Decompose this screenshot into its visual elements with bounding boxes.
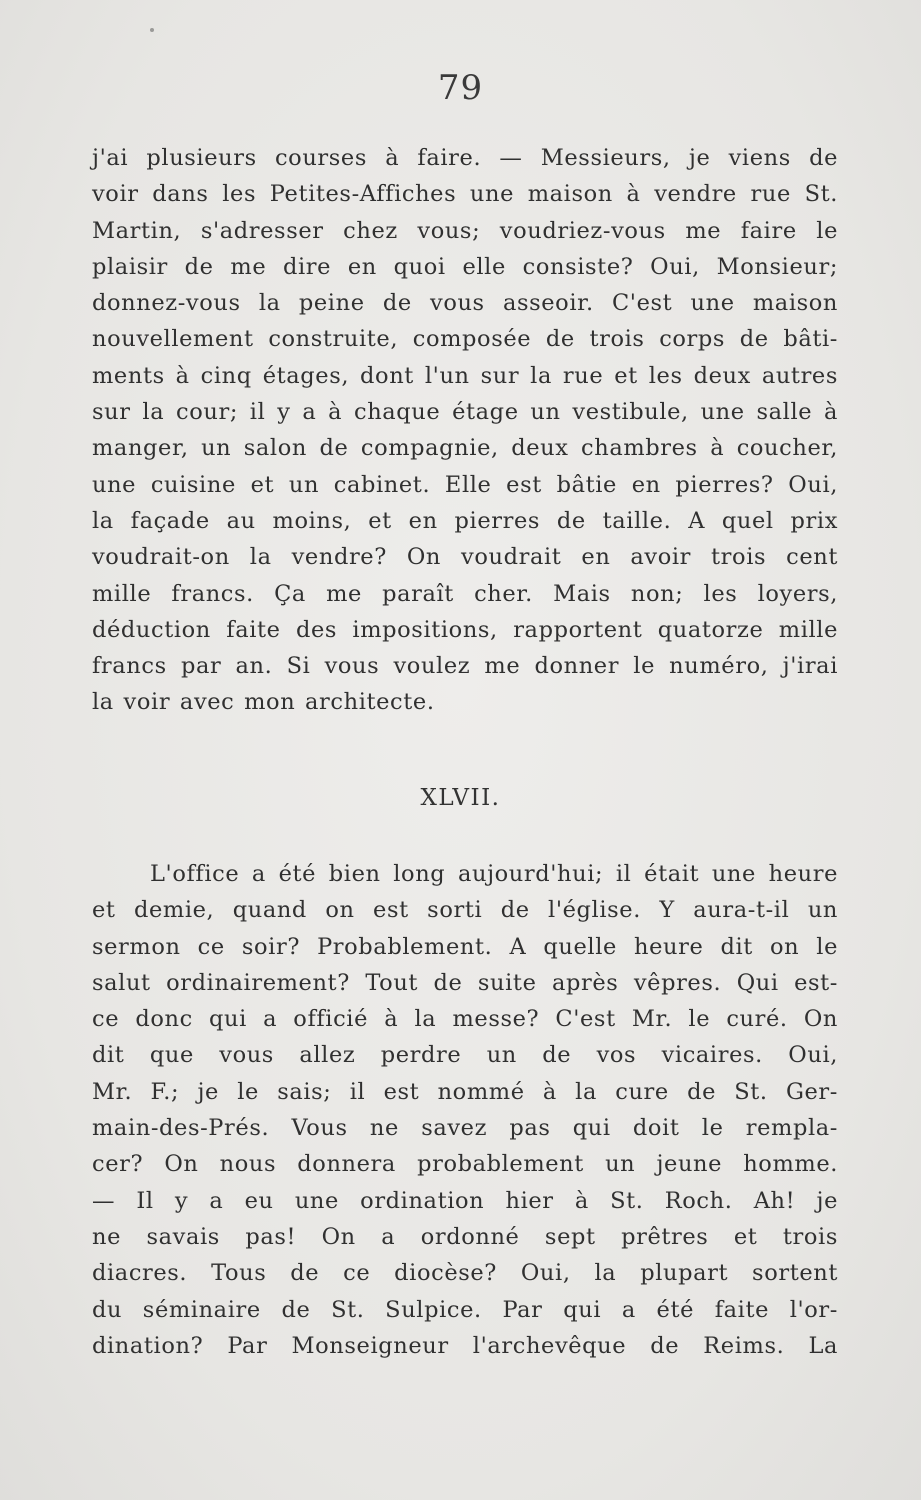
text-line: manger, un salon de compagnie, deux chambres à coucher, xyxy=(92,435,838,462)
text-line: nouvellement construite, composée de trois corps de bâti- xyxy=(92,326,838,353)
text-line: ments à cinq étages, dont l'un sur la rue et les deux autres xyxy=(92,362,838,389)
text-line: du séminaire de St. Sulpice. Par qui a été faite l'or- xyxy=(92,1296,838,1323)
text-line: plaisir de me dire en quoi elle consiste? Oui, Monsieur; xyxy=(92,253,838,280)
text-line: la façade au moins, et en pierres de taille. A quel prix xyxy=(92,507,838,534)
page-number: 79 xyxy=(437,68,484,108)
text-line: sermon ce soir? Probablement. A quelle heure dit on le xyxy=(92,933,838,960)
text-line: dit que vous allez perdre un de vos vicaires. Oui, xyxy=(92,1042,838,1069)
text-line: déduction faite des impositions, rapportent quatorze mille xyxy=(92,616,838,643)
text-line: j'ai plusieurs courses à faire. — Messieurs, je viens de xyxy=(92,145,838,171)
text-line: diacres. Tous de ce diocèse? Oui, la plupart sortent xyxy=(92,1260,838,1287)
text-line: ce donc qui a officié à la messe? C'est Mr. le curé. On xyxy=(92,1006,838,1033)
text-line: la voir avec mon architecte. xyxy=(92,689,435,716)
text-line: sur la cour; il y a à chaque étage un vestibule, une salle à xyxy=(92,399,838,426)
text-line: dination? Par Monseigneur l'archevêque de Reims. La xyxy=(92,1332,838,1359)
text-line: Martin, s'adresser chez vous; voudriez-vous me faire le xyxy=(92,217,838,244)
text-line: cer? On nous donnera probablement un jeune homme. xyxy=(92,1151,838,1178)
paragraph-1 xyxy=(92,140,838,721)
text-line: main-des-Prés. Vous ne savez pas qui doit le rempla- xyxy=(92,1115,838,1142)
text-line: ne savais pas! On a ordonné sept prêtres et trois xyxy=(92,1223,838,1250)
paper-speck xyxy=(150,28,154,32)
section-heading: XLVII. xyxy=(420,785,501,811)
text-line: — Il y a eu une ordination hier à St. Roch. Ah! je xyxy=(92,1187,838,1214)
text-line: une cuisine et un cabinet. Elle est bâtie en pierres? Oui, xyxy=(92,471,838,498)
text-line: et demie, quand on est sorti de l'église. Y aura-t-il un xyxy=(92,897,838,924)
text-line: francs par an. Si vous voulez me donner le numéro, j'irai xyxy=(92,653,838,680)
text-line: Mr. F.; je le sais; il est nommé à la cure de St. Ger- xyxy=(92,1078,838,1105)
text-line: donnez-vous la peine de vous asseoir. C'est une maison xyxy=(92,290,838,317)
text-line: L'office a été bien long aujourd'hui; il était une heure xyxy=(150,861,838,887)
text-line: mille francs. Ça me paraît cher. Mais non; les loyers, xyxy=(92,580,838,607)
text-line: salut ordinairement? Tout de suite après vêpres. Qui est- xyxy=(92,969,838,996)
text-line: voir dans les Petites-Affiches une maison à vendre rue St. xyxy=(92,181,838,208)
text-line: voudrait-on la vendre? On voudrait en avoir trois cent xyxy=(92,544,838,571)
paragraph-2 xyxy=(92,856,838,1364)
